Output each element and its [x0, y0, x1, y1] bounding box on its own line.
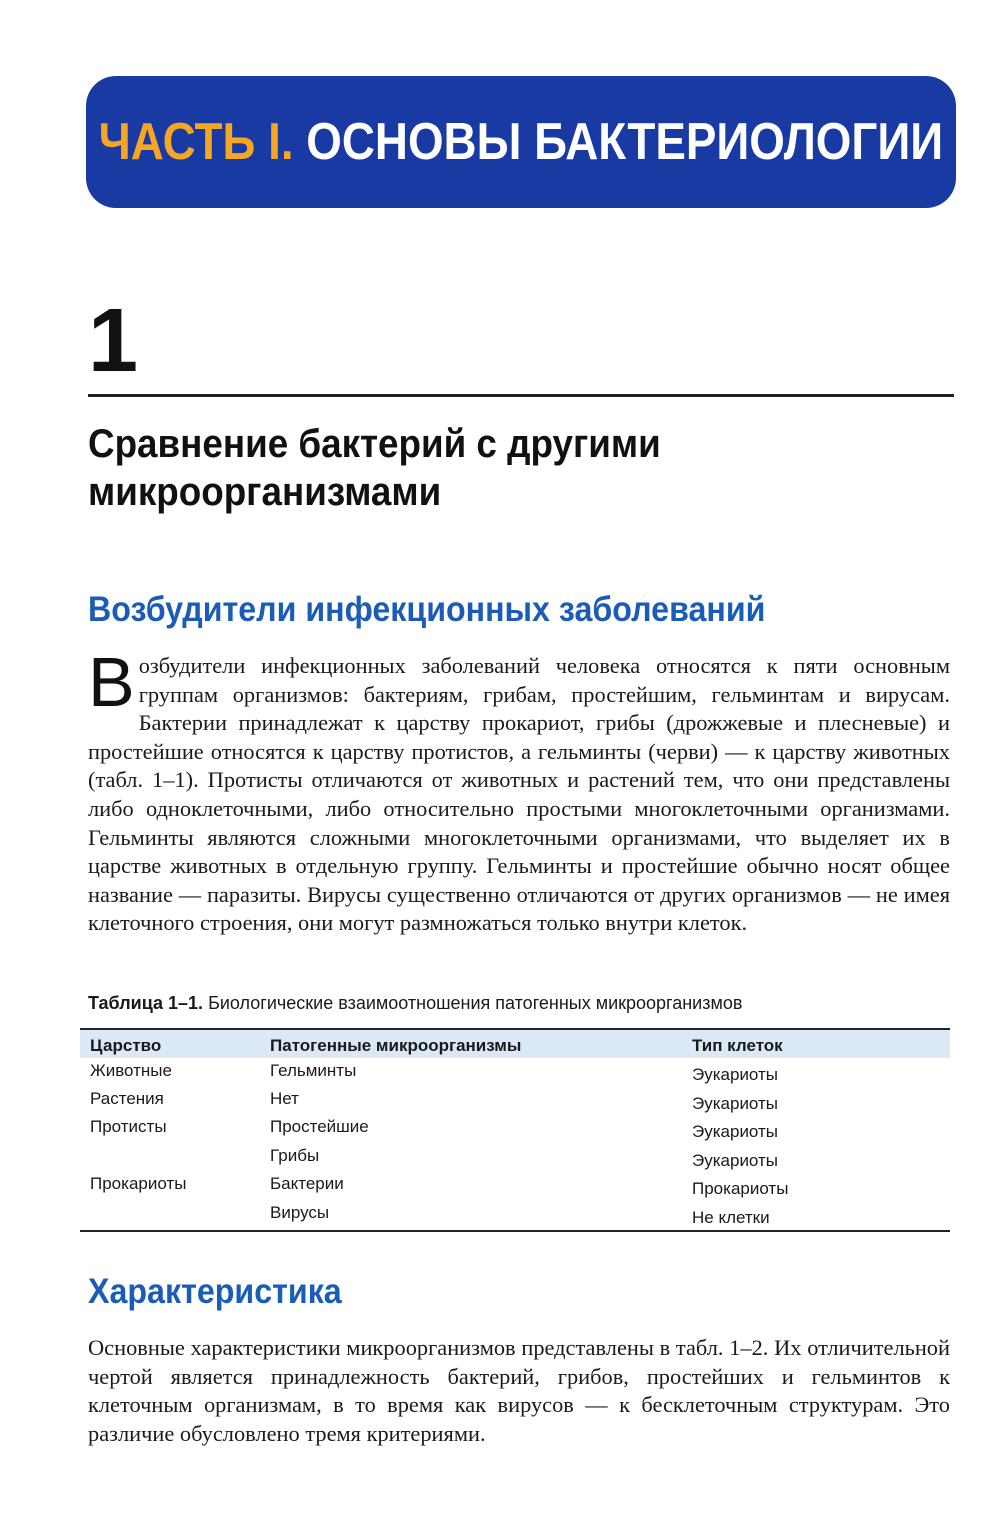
section-characteristics-paragraph: Основные характеристики микроорганизмов представлены в табл. 1–2. Их отличительной чертой является принадлежность бактерий, грибов, простейших и гельминтов к клеточным организмам, в то время как вирусов — к бесклеточным структурам. Это различие обусловлено тремя критериями.	[88, 1335, 950, 1446]
chapter-divider	[88, 394, 954, 397]
chapter-title-line-1: Сравнение бактерий с другими	[88, 422, 661, 466]
section-heading-characteristics: Характеристика	[88, 1272, 342, 1311]
drop-cap: В	[88, 643, 135, 721]
table-header-cell-type: Тип клеток	[692, 1036, 783, 1055]
table-cell-cell-type: Не клетки	[692, 1208, 770, 1227]
table-cell-cell-type: Эукариоты	[692, 1094, 779, 1113]
table-caption-label: Таблица 1–1.	[88, 993, 204, 1013]
chapter-title-line-2: микроорганизмами	[88, 470, 442, 514]
table-cell-kingdom: Растения	[90, 1089, 164, 1108]
part-banner	[86, 76, 956, 208]
table-cell-pathogen: Грибы	[270, 1146, 320, 1165]
section-pathogens-text: озбудители инфекционных заболеваний человека относятся к пяти основным группам организмов: бактериям, грибам, простейшим, гельминтам и вирусам. Бактерии принадлежат к царству прокариот, грибы (дрожжевые и плесневые) и простейшие относятся к царству протистов, а гельминты (черви) — к царству животных (табл. 1–1). Протисты отличаются от животных и растений тем, что они представлены либо одноклеточными, либо относительно простыми многоклеточными организмами. Гельминты являются сложными многоклеточными организмами, что выделяет их в царстве животных в отдельную группу. Гельминты и простейшие обычно носят общее название — паразиты. Вирусы существенно отличаются от других организмов — не имея клеточного строения, они могут размножаться только внутри клеток.	[88, 653, 950, 936]
part-banner-text	[99, 112, 944, 172]
table-cell-cell-type: Прокариоты	[692, 1179, 789, 1198]
table-cell-cell-type: Эукариоты	[692, 1122, 779, 1141]
table-header-kingdom: Царство	[90, 1036, 162, 1055]
table-cell-pathogen: Нет	[270, 1089, 299, 1108]
table-cell-pathogen: Бактерии	[270, 1174, 344, 1193]
part-label: ЧАСТЬ I.	[98, 113, 294, 171]
section-heading-pathogens: Возбудители инфекционных заболеваний	[88, 590, 766, 629]
table-cell-pathogen: Простейшие	[270, 1117, 369, 1136]
table-header-pathogens: Патогенные микроорганизмы	[270, 1036, 522, 1055]
table-caption-text: Биологические взаимоотношения патогенных микроорганизмов	[203, 993, 743, 1013]
table-cell-cell-type: Эукариоты	[692, 1151, 779, 1170]
section-pathogens-paragraph	[88, 643, 950, 938]
chapter-title	[88, 420, 879, 516]
table-cell-pathogen: Гельминты	[270, 1061, 357, 1080]
chapter-number: 1	[88, 291, 139, 391]
part-title: ОСНОВЫ БАКТЕРИОЛОГИИ	[306, 113, 944, 171]
table-cell-kingdom: Протисты	[90, 1117, 167, 1136]
table-cell-pathogen: Вирусы	[270, 1203, 330, 1222]
table-pathogens	[80, 1028, 950, 1232]
table-cell-cell-type: Эукариоты	[692, 1065, 779, 1084]
table-cell-kingdom: Прокариоты	[90, 1174, 187, 1193]
table-bottom-rule	[80, 1230, 950, 1232]
table-caption	[88, 992, 948, 1014]
table-cell-kingdom: Животные	[90, 1061, 172, 1080]
table-header-row	[80, 1030, 950, 1058]
